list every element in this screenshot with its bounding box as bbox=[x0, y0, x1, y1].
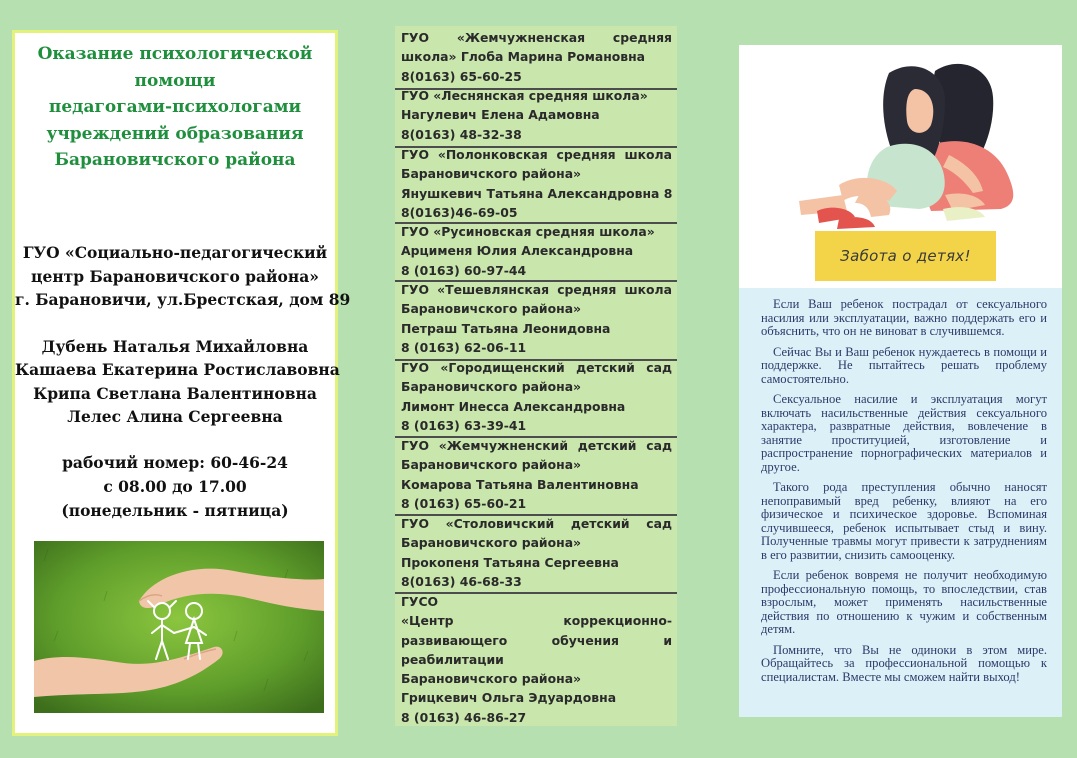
hours-line: с 08.00 до 17.00 bbox=[103, 477, 247, 496]
school-line: ГУО «Жемчужненский детский сад bbox=[401, 438, 672, 453]
days-line: (понедельник - пятница) bbox=[61, 501, 289, 520]
school-phone: 8 (0163) 60-97-44 bbox=[401, 262, 527, 278]
school-phone: 8 (0163) 62-06-11 bbox=[401, 339, 527, 355]
paragraph: Сейчас Вы и Ваш ребенок нуждаетесь в помощи и поддержке. Не пытайтесь решать проблему самостоятельно. bbox=[761, 344, 1047, 386]
advice-text-area bbox=[739, 288, 1062, 717]
school-line: развивающего обучения и bbox=[401, 632, 672, 648]
school-line: ГУО «Жемчужненская средняя bbox=[401, 30, 672, 45]
banner bbox=[815, 231, 996, 281]
school-line: реабилитации bbox=[401, 651, 504, 667]
title-line: учреждений образования bbox=[46, 123, 304, 144]
title-line: педагогами-психологами bbox=[48, 97, 302, 117]
school-line: Барановичского района» bbox=[401, 166, 582, 182]
grass-hands-illustration bbox=[34, 541, 324, 713]
title-line: Оказание психологической bbox=[37, 44, 313, 64]
brochure-title bbox=[15, 41, 335, 174]
paragraph: Сексуальное насилие и эксплуатация могут включать насильственные действия сексуального характера, развратные действия, вовлечение в занятие проституцией, изготовление и распространение порнографических материалов и другое. bbox=[761, 392, 1047, 474]
school-line: Арцименя Юлия Александровна bbox=[401, 243, 634, 259]
staff-name: Кашаева Екатерина Ростиславовна bbox=[15, 360, 340, 380]
school-line: «Центр коррекционно- bbox=[401, 613, 672, 629]
center-address bbox=[15, 241, 351, 312]
center-line: ГУО «Социально-педагогический bbox=[22, 243, 328, 262]
school-line: ГУО «Русиновская средняя школа» bbox=[401, 224, 655, 239]
school-phone: 8(0163) 65-60-25 bbox=[401, 68, 522, 84]
school-line: ГУО «Тешевлянская средняя школа bbox=[401, 282, 672, 297]
school-line: Комарова Татьяна Валентиновна bbox=[401, 476, 639, 492]
school-entry bbox=[395, 145, 677, 222]
school-line: ГУО «Леснянская средняя школа» bbox=[401, 88, 648, 103]
school-line: Лимонт Инесса Александровна bbox=[401, 398, 626, 414]
center-line: г. Барановичи, ул.Брестская, дом 89 bbox=[15, 290, 351, 309]
school-line: Нагулевич Елена Адамовна bbox=[401, 107, 600, 123]
school-line: Барановичского района» bbox=[401, 379, 582, 395]
banner-text: Забота о детях! bbox=[840, 247, 971, 265]
school-line: Барановичского района» bbox=[401, 671, 582, 687]
school-line: Прокопеня Татьяна Сергеевна bbox=[401, 554, 619, 570]
title-line: Барановичского района bbox=[54, 150, 296, 170]
school-line: Янушкевич Татьяна Александровна 8 bbox=[401, 185, 673, 201]
paragraph: Если ребенок вовремя не получит необходимую профессиональную помощь, то впоследствии, став взрослым, может применять насильственные действия по отношению к чужим и собственным детям. bbox=[761, 568, 1047, 636]
school-phone: 8(0163) 46-68-33 bbox=[401, 573, 522, 589]
paragraph: Помните, что Вы не одиноки в этом мире. Обращайтесь за профессиональной помощью к специалистам. Вместе мы сможем найти выход! bbox=[761, 642, 1047, 684]
school-entry bbox=[395, 592, 677, 727]
advice-text bbox=[761, 298, 1047, 691]
staff-name: Крипа Светлана Валентиновна bbox=[33, 383, 317, 403]
center-line: центр Барановичского района» bbox=[31, 266, 319, 286]
school-line: Петраш Татьяна Леонидовна bbox=[401, 320, 611, 336]
school-entry bbox=[395, 28, 677, 86]
school-line: школа» Глоба Марина Романовна bbox=[401, 49, 646, 65]
hands-protecting-children-photo bbox=[34, 541, 324, 713]
school-phone: 8 (0163) 63-39-41 bbox=[401, 417, 527, 433]
school-line: Грицкевич Ольга Эдуардовна bbox=[401, 690, 617, 706]
staff-name: Дубень Наталья Михайловна bbox=[41, 337, 309, 356]
school-line: ГУСО bbox=[401, 594, 439, 609]
staff-name: Лелес Алина Сергеевна bbox=[67, 406, 283, 426]
school-entry bbox=[395, 280, 677, 357]
school-entry bbox=[395, 514, 677, 591]
school-phone: 8(0163)46-69-05 bbox=[401, 204, 518, 220]
school-phone: 8(0163) 48-32-38 bbox=[401, 126, 522, 142]
schools-contact-list bbox=[395, 26, 677, 726]
school-entry bbox=[395, 436, 677, 513]
working-hours bbox=[15, 451, 335, 523]
left-panel bbox=[12, 30, 351, 736]
school-entry bbox=[395, 86, 677, 144]
school-entry bbox=[395, 358, 677, 435]
title-line: помощи bbox=[134, 70, 216, 91]
school-entry bbox=[395, 222, 677, 280]
school-line: Барановичского района» bbox=[401, 457, 582, 473]
school-line: ГУО «Городищенский детский сад bbox=[401, 360, 672, 375]
school-line: Барановичского района» bbox=[401, 301, 582, 317]
paragraph: Если Ваш ребенок пострадал от сексуального насилия или эксплуатации, важно поддержать его и объяснить, что он не виноват в случившемся. bbox=[761, 297, 1047, 338]
paragraph: Такого рода преступления обычно наносят непоправимый вред ребенку, влияют на его физическое и психическое здоровье. Вспоминая случившееся, ребенок испытывает стыд и вину. Полученные травмы могут привести к затруднениям в его развитии, снизить самооценку. bbox=[761, 480, 1047, 562]
phone-line: рабочий номер: 60-46-24 bbox=[62, 453, 288, 472]
school-line: Барановичского района» bbox=[401, 535, 582, 551]
right-panel bbox=[739, 45, 1062, 717]
staff-list bbox=[15, 335, 340, 428]
school-line: ГУО «Столовичский детский сад bbox=[401, 516, 672, 531]
school-phone: 8 (0163) 46-86-27 bbox=[401, 709, 527, 725]
school-phone: 8 (0163) 65-60-21 bbox=[401, 495, 527, 511]
school-line: ГУО «Полонковская средняя школа bbox=[401, 147, 672, 162]
